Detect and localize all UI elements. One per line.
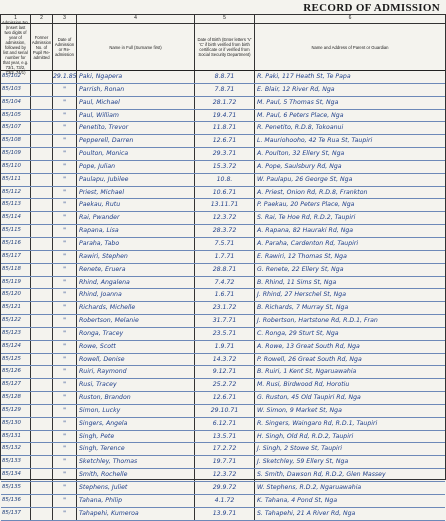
table-row bbox=[1, 302, 445, 315]
cell-name: Parrish, Ronan bbox=[77, 84, 195, 96]
cell-parent-guardian: B. Ruiri, 1 Kent St, Ngaruawahia bbox=[257, 368, 357, 376]
cell-former-admission-no bbox=[31, 264, 53, 276]
cell-date-of-birth: 29.10.71 bbox=[195, 405, 255, 417]
cell-date-of-admission: " bbox=[53, 148, 77, 160]
cell-admission-no: 85/120 bbox=[1, 289, 31, 301]
cell-date-of-admission: " bbox=[53, 251, 77, 263]
cell-date-of-admission: " bbox=[53, 277, 77, 289]
table-row bbox=[1, 469, 445, 482]
cell-name: Rowell, Denise bbox=[77, 354, 195, 366]
cell-date-of-birth: 31.7.71 bbox=[195, 315, 255, 327]
cell-parent-guardian: B. Rhind, 11 Sims St, Nga bbox=[257, 278, 337, 286]
cell-date-of-admission: " bbox=[53, 354, 77, 366]
cell-name: Rusi, Tracey bbox=[77, 379, 195, 391]
cell-admission-no: 85/111 bbox=[1, 174, 31, 186]
cell-name: Penetito, Trevor bbox=[77, 122, 195, 134]
cell-name: Singh, Terence bbox=[77, 443, 195, 455]
cell-admission-no: 85/137 bbox=[1, 508, 31, 520]
cell-former-admission-no bbox=[31, 354, 53, 366]
cell-parent-guardian: W. Paulapu, 26 George St, Nga bbox=[257, 175, 353, 183]
table-row bbox=[1, 199, 445, 212]
cell-former-admission-no bbox=[31, 405, 53, 417]
cell-admission-no: 85/126 bbox=[1, 366, 31, 378]
cell-date-of-birth: 10.6.71 bbox=[195, 187, 255, 199]
cell-date-of-birth: 6.12.71 bbox=[195, 418, 255, 430]
cell-parent-guardian: A. Priest, Onion Rd, R.D.8, Frankton bbox=[257, 188, 368, 196]
cell-name: Rhind, Angalena bbox=[77, 277, 195, 289]
cell-admission-no: 85/103 bbox=[1, 84, 31, 96]
column-numbers-row bbox=[1, 15, 445, 24]
table-row bbox=[1, 277, 445, 290]
cell-date-of-admission: " bbox=[53, 199, 77, 211]
cell-name: Ronga, Tracey bbox=[77, 328, 195, 340]
cell-admission-no: 85/124 bbox=[1, 341, 31, 353]
cell-admission-no: 85/131 bbox=[1, 431, 31, 443]
page-title: RECORD OF ADMISSION bbox=[303, 2, 440, 14]
table-row bbox=[1, 289, 445, 302]
cell-date-of-birth: 4.1.72 bbox=[195, 495, 255, 507]
cell-name: Tahana, Philip bbox=[77, 495, 195, 507]
cell-name: Rai, Pwander bbox=[77, 212, 195, 224]
table-row bbox=[1, 264, 445, 277]
cell-former-admission-no bbox=[31, 251, 53, 263]
table-row bbox=[1, 495, 445, 508]
cell-admission-no: 85/112 bbox=[1, 187, 31, 199]
cell-admission-no: 85/121 bbox=[1, 302, 31, 314]
column-number: 4 bbox=[77, 15, 195, 23]
table-row bbox=[1, 328, 445, 341]
cell-parent-guardian: M. Paul, 6 Peters Place, Nga bbox=[257, 111, 344, 119]
cell-date-of-admission: " bbox=[53, 495, 77, 507]
cell-parent-guardian: A. Rowe, 13 Great South Rd, Nga bbox=[257, 342, 360, 350]
table-row bbox=[1, 71, 445, 84]
table-row bbox=[1, 341, 445, 354]
cell-parent-guardian: J. Sketchley, 59 Ellery St, Nga bbox=[257, 458, 349, 466]
cell-date-of-birth: 12.6.71 bbox=[195, 135, 255, 147]
cell-admission-no: 85/122 bbox=[1, 315, 31, 327]
cell-date-of-birth: 13.5.71 bbox=[195, 431, 255, 443]
cell-parent-guardian: R. Singers, Waingaro Rd, R.D.1, Taupiri bbox=[257, 419, 378, 427]
cell-name: Tahapehi, Kumeroa bbox=[77, 508, 195, 520]
cell-name: Paul, Michael bbox=[77, 97, 195, 109]
cell-former-admission-no bbox=[31, 225, 53, 237]
cell-date-of-admission: " bbox=[53, 366, 77, 378]
cell-date-of-birth: 13.9.71 bbox=[195, 508, 255, 520]
cell-date-of-admission: " bbox=[53, 174, 77, 186]
cell-admission-no: 85/127 bbox=[1, 379, 31, 391]
table-row bbox=[1, 212, 445, 225]
table-row bbox=[1, 392, 445, 405]
table-row bbox=[1, 161, 445, 174]
cell-date-of-admission: " bbox=[53, 122, 77, 134]
cell-parent-guardian: J. Robertson, Hartstone Rd, R.D.1, Fran bbox=[257, 317, 378, 325]
cell-former-admission-no bbox=[31, 495, 53, 507]
table-row bbox=[1, 418, 445, 431]
cell-date-of-admission: 29.1.85 bbox=[53, 71, 77, 83]
column-number: 2 bbox=[31, 15, 53, 23]
cell-date-of-birth: 1.9.71 bbox=[195, 341, 255, 353]
cell-former-admission-no bbox=[31, 431, 53, 443]
cell-admission-no: 85/102 bbox=[1, 71, 31, 83]
table-row bbox=[1, 315, 445, 328]
cell-date-of-birth: 7.5.71 bbox=[195, 238, 255, 250]
cell-name: Poulton, Monica bbox=[77, 148, 195, 160]
cell-parent-guardian: R. Penetito, R.D.8, Tokoanui bbox=[257, 124, 344, 132]
cell-former-admission-no bbox=[31, 277, 53, 289]
cell-former-admission-no bbox=[31, 174, 53, 186]
table-row bbox=[1, 187, 445, 200]
cell-date-of-birth: 12.3.72 bbox=[195, 469, 255, 481]
header-date-of-birth: Date of Birth (Enter letters 'V' 'C' if birth verified from birth certificate or if verified from Social Security Department) bbox=[195, 24, 255, 70]
cell-parent-guardian: G. Ruston, 45 Old Taupiri Rd, Nga bbox=[257, 394, 361, 402]
cell-date-of-birth: 28.8.71 bbox=[195, 264, 255, 276]
cell-admission-no: 85/115 bbox=[1, 225, 31, 237]
cell-date-of-birth: 19.4.71 bbox=[195, 110, 255, 122]
cell-parent-guardian: P. Rowell, 26 Great South Rd, Nga bbox=[257, 355, 362, 363]
header-name-in-full: Name in Full (Surname first) bbox=[77, 24, 195, 70]
cell-admission-no: 85/135 bbox=[1, 482, 31, 494]
cell-admission-no: 85/105 bbox=[1, 110, 31, 122]
cell-date-of-admission: " bbox=[53, 302, 77, 314]
cell-date-of-birth: 25.2.72 bbox=[195, 379, 255, 391]
table-row bbox=[1, 148, 445, 161]
cell-parent-guardian: W. Simon, 9 Market St, Nga bbox=[257, 406, 342, 414]
cell-parent-guardian: A. Poulton, 32 Ellery St, Nga bbox=[257, 150, 345, 158]
cell-parent-guardian: S. Tahapehi, 21 A River Rd, Nga bbox=[257, 509, 356, 517]
table-row bbox=[1, 456, 445, 469]
cell-admission-no: 85/109 bbox=[1, 148, 31, 160]
admission-table bbox=[0, 14, 446, 517]
cell-date-of-birth: 7.8.71 bbox=[195, 84, 255, 96]
column-number: 3 bbox=[53, 15, 77, 23]
cell-date-of-admission: " bbox=[53, 225, 77, 237]
cell-parent-guardian: A. Rapana, 82 Hauraki Rd, Nga bbox=[257, 227, 354, 235]
cell-admission-no: 85/116 bbox=[1, 238, 31, 250]
header-date-of-admission: Date of Admission or Re-admission bbox=[53, 24, 77, 70]
cell-name: Rhind, Joanna bbox=[77, 289, 195, 301]
cell-name: Sketchley, Thomas bbox=[77, 456, 195, 468]
cell-name: Robertson, Melanie bbox=[77, 315, 195, 327]
cell-date-of-birth: 11.8.71 bbox=[195, 122, 255, 134]
cell-admission-no: 85/133 bbox=[1, 456, 31, 468]
table-row bbox=[1, 97, 445, 110]
cell-date-of-birth: 29.3.71 bbox=[195, 148, 255, 160]
cell-former-admission-no bbox=[31, 97, 53, 109]
cell-date-of-birth: 28.1.72 bbox=[195, 97, 255, 109]
cell-admission-no: 85/132 bbox=[1, 443, 31, 455]
cell-parent-guardian: S. Smith, Dawson Rd, R.D.2, Glen Massey bbox=[257, 471, 386, 479]
cell-parent-guardian: C. Ronga, 29 Sturt St, Nga bbox=[257, 329, 339, 337]
cell-parent-guardian: E. Rawiri, 12 Thomas St, Nga bbox=[257, 252, 347, 260]
cell-admission-no: 85/110 bbox=[1, 161, 31, 173]
column-number: 1 bbox=[1, 15, 31, 23]
cell-name: Paraha, Tabo bbox=[77, 238, 195, 250]
column-number: 6 bbox=[348, 15, 352, 21]
table-row bbox=[1, 508, 445, 521]
cell-parent-guardian: J. Singh, 2 Stowe St, Taupiri bbox=[257, 445, 343, 453]
cell-admission-no: 85/123 bbox=[1, 328, 31, 340]
cell-name: Ruston, Brandon bbox=[77, 392, 195, 404]
cell-date-of-admission: " bbox=[53, 328, 77, 340]
cell-former-admission-no bbox=[31, 379, 53, 391]
cell-date-of-birth: 29.9.72 bbox=[195, 482, 255, 494]
cell-admission-no: 85/117 bbox=[1, 251, 31, 263]
cell-name: Paki, Ngapera bbox=[77, 71, 195, 83]
cell-name: Renete, Eruera bbox=[77, 264, 195, 276]
column-number: 5 bbox=[195, 15, 255, 23]
table-row bbox=[1, 122, 445, 135]
cell-parent-guardian: W. Stephens, R.D.2, Ngaruawahia bbox=[257, 484, 362, 491]
cell-date-of-birth: 23.5.71 bbox=[195, 328, 255, 340]
cell-admission-no: 85/134 bbox=[1, 469, 31, 481]
cell-date-of-birth: 12.6.71 bbox=[195, 392, 255, 404]
cell-parent-guardian: L. Mauriohooho, 42 Te Rua St, Taupiri bbox=[257, 137, 373, 145]
cell-parent-guardian: H. Singh, Old Rd, R.D.2, Taupiri bbox=[257, 432, 354, 440]
table-body bbox=[1, 71, 445, 521]
cell-date-of-admission: " bbox=[53, 212, 77, 224]
cell-former-admission-no bbox=[31, 148, 53, 160]
cell-parent-guardian: P. Paekau, 20 Peters Place, Nga bbox=[257, 201, 355, 209]
cell-name: Simon, Lucky bbox=[77, 405, 195, 417]
table-row bbox=[1, 251, 445, 264]
cell-name: Singh, Pete bbox=[77, 431, 195, 443]
cell-date-of-admission: " bbox=[53, 443, 77, 455]
cell-date-of-admission: " bbox=[53, 161, 77, 173]
cell-date-of-birth: 9.12.71 bbox=[195, 366, 255, 378]
cell-former-admission-no bbox=[31, 418, 53, 430]
cell-admission-no: 85/130 bbox=[1, 418, 31, 430]
cell-date-of-birth: 7.4.72 bbox=[195, 277, 255, 289]
table-row bbox=[1, 431, 445, 444]
cell-date-of-birth: 28.3.72 bbox=[195, 225, 255, 237]
cell-date-of-admission: " bbox=[53, 110, 77, 122]
cell-name: Paul, William bbox=[77, 110, 195, 122]
cell-name: Smith, Rochelle bbox=[77, 469, 195, 481]
cell-date-of-admission: " bbox=[53, 431, 77, 443]
cell-former-admission-no bbox=[31, 212, 53, 224]
table-row bbox=[1, 110, 445, 123]
cell-date-of-admission: " bbox=[53, 456, 77, 468]
cell-name: Singers, Angela bbox=[77, 418, 195, 430]
cell-date-of-birth: 15.3.72 bbox=[195, 161, 255, 173]
table-row bbox=[1, 482, 445, 495]
cell-parent-guardian: S. Rai, Te Hoe Rd, R.D.2, Taupiri bbox=[257, 214, 356, 222]
cell-name: Rowe, Scott bbox=[77, 341, 195, 353]
cell-date-of-admission: " bbox=[53, 392, 77, 404]
header-parent-guardian: Name and Address of Parent or Guardian bbox=[311, 44, 389, 50]
column-headers-row bbox=[1, 19, 445, 75]
cell-former-admission-no bbox=[31, 508, 53, 520]
cell-date-of-admission: " bbox=[53, 379, 77, 391]
cell-date-of-birth: 17.2.72 bbox=[195, 443, 255, 455]
cell-admission-no: 85/125 bbox=[1, 354, 31, 366]
cell-name: Richards, Michelle bbox=[77, 302, 195, 314]
cell-former-admission-no bbox=[31, 71, 53, 83]
table-row bbox=[1, 174, 445, 187]
cell-date-of-admission: " bbox=[53, 405, 77, 417]
cell-former-admission-no bbox=[31, 135, 53, 147]
cell-date-of-admission: " bbox=[53, 315, 77, 327]
cell-date-of-birth: 12.3.72 bbox=[195, 212, 255, 224]
cell-former-admission-no bbox=[31, 84, 53, 96]
cell-parent-guardian: A. Pope, Saulsbury Rd, Nga bbox=[257, 162, 342, 170]
cell-date-of-admission: " bbox=[53, 135, 77, 147]
cell-date-of-birth: 1.7.71 bbox=[195, 251, 255, 263]
cell-date-of-birth: 1.6.71 bbox=[195, 289, 255, 301]
cell-date-of-admission: " bbox=[53, 187, 77, 199]
cell-former-admission-no bbox=[31, 469, 53, 481]
cell-admission-no: 85/118 bbox=[1, 264, 31, 276]
cell-parent-guardian: M. Paul, 5 Thomas St, Nga bbox=[257, 98, 339, 106]
cell-former-admission-no bbox=[31, 187, 53, 199]
cell-former-admission-no bbox=[31, 315, 53, 327]
cell-parent-guardian: G. Renete, 22 Ellery St, Nga bbox=[257, 265, 344, 273]
cell-date-of-admission: " bbox=[53, 341, 77, 353]
cell-parent-guardian: J. Rhind, 27 Herschel St, Nga bbox=[257, 291, 346, 299]
cell-date-of-birth: 8.8.71 bbox=[195, 71, 255, 83]
cell-date-of-birth: 14.3.72 bbox=[195, 354, 255, 366]
cell-former-admission-no bbox=[31, 482, 53, 494]
cell-date-of-admission: " bbox=[53, 264, 77, 276]
cell-admission-no: 85/108 bbox=[1, 135, 31, 147]
cell-date-of-birth: 10.8. bbox=[195, 174, 255, 186]
cell-date-of-admission: " bbox=[53, 482, 77, 494]
cell-name: Stephens, Juliet bbox=[77, 482, 195, 494]
cell-parent-guardian: K. Tahana, 4 Pond St, Nga bbox=[257, 496, 338, 504]
cell-date-of-birth: 19.7.71 bbox=[195, 456, 255, 468]
cell-admission-no: 85/128 bbox=[1, 392, 31, 404]
cell-date-of-admission: " bbox=[53, 97, 77, 109]
table-row bbox=[1, 405, 445, 418]
cell-name: Paulapu, Jubilee bbox=[77, 174, 195, 186]
cell-parent-guardian: B. Richards, 7 Murray St, Nga bbox=[257, 304, 349, 312]
cell-former-admission-no bbox=[31, 443, 53, 455]
cell-former-admission-no bbox=[31, 302, 53, 314]
cell-date-of-admission: " bbox=[53, 289, 77, 301]
cell-name: Priest, Michael bbox=[77, 187, 195, 199]
table-row bbox=[1, 379, 445, 392]
cell-admission-no: 85/104 bbox=[1, 97, 31, 109]
cell-former-admission-no bbox=[31, 366, 53, 378]
cell-former-admission-no bbox=[31, 456, 53, 468]
cell-former-admission-no bbox=[31, 110, 53, 122]
cell-date-of-admission: " bbox=[53, 418, 77, 430]
cell-admission-no: 85/119 bbox=[1, 277, 31, 289]
cell-former-admission-no bbox=[31, 328, 53, 340]
cell-former-admission-no bbox=[31, 341, 53, 353]
cell-former-admission-no bbox=[31, 199, 53, 211]
cell-former-admission-no bbox=[31, 392, 53, 404]
cell-date-of-admission: " bbox=[53, 469, 77, 481]
table-row bbox=[1, 84, 445, 97]
header-former-admission-no: Former Admission No. of Pupil Re-admitted bbox=[31, 24, 53, 70]
cell-admission-no: 85/113 bbox=[1, 199, 31, 211]
cell-name: Ruiri, Raymond bbox=[77, 366, 195, 378]
cell-admission-no: 85/136 bbox=[1, 495, 31, 507]
cell-admission-no: 85/107 bbox=[1, 122, 31, 134]
table-row bbox=[1, 135, 445, 148]
cell-date-of-admission: " bbox=[53, 508, 77, 520]
cell-admission-no: 85/114 bbox=[1, 212, 31, 224]
header-admission-no: Admission No. (Insert last two digits of year of admission, followed by list and serial number for that year, e.g. 73/1, 73/2, 73/3, 74/1) bbox=[2, 19, 29, 75]
cell-admission-no: 85/129 bbox=[1, 405, 31, 417]
cell-date-of-birth: 23.1.72 bbox=[195, 302, 255, 314]
table-row bbox=[1, 443, 445, 456]
cell-former-admission-no bbox=[31, 161, 53, 173]
table-row bbox=[1, 354, 445, 367]
table-row bbox=[1, 366, 445, 379]
cell-parent-guardian: R. Paki, 117 Heath St, Te Papa bbox=[257, 73, 351, 80]
cell-name: Pepperell, Darren bbox=[77, 135, 195, 147]
cell-name: Paekau, Rutu bbox=[77, 199, 195, 211]
cell-parent-guardian: A. Paraha, Cardenton Rd, Taupiri bbox=[257, 239, 359, 247]
cell-date-of-admission: " bbox=[53, 238, 77, 250]
cell-parent-guardian: M. Rusi, Birdwood Rd, Horotiu bbox=[257, 381, 350, 389]
table-row bbox=[1, 225, 445, 238]
cell-date-of-birth: 13.11.71 bbox=[195, 199, 255, 211]
table-row bbox=[1, 238, 445, 251]
cell-former-admission-no bbox=[31, 238, 53, 250]
cell-former-admission-no bbox=[31, 289, 53, 301]
cell-name: Pope, Julian bbox=[77, 161, 195, 173]
cell-parent-guardian: E. Blair, 12 River Rd, Nga bbox=[257, 85, 335, 93]
cell-name: Rawiri, Stephen bbox=[77, 251, 195, 263]
cell-name: Rapana, Lisa bbox=[77, 225, 195, 237]
cell-former-admission-no bbox=[31, 122, 53, 134]
cell-date-of-admission: " bbox=[53, 84, 77, 96]
